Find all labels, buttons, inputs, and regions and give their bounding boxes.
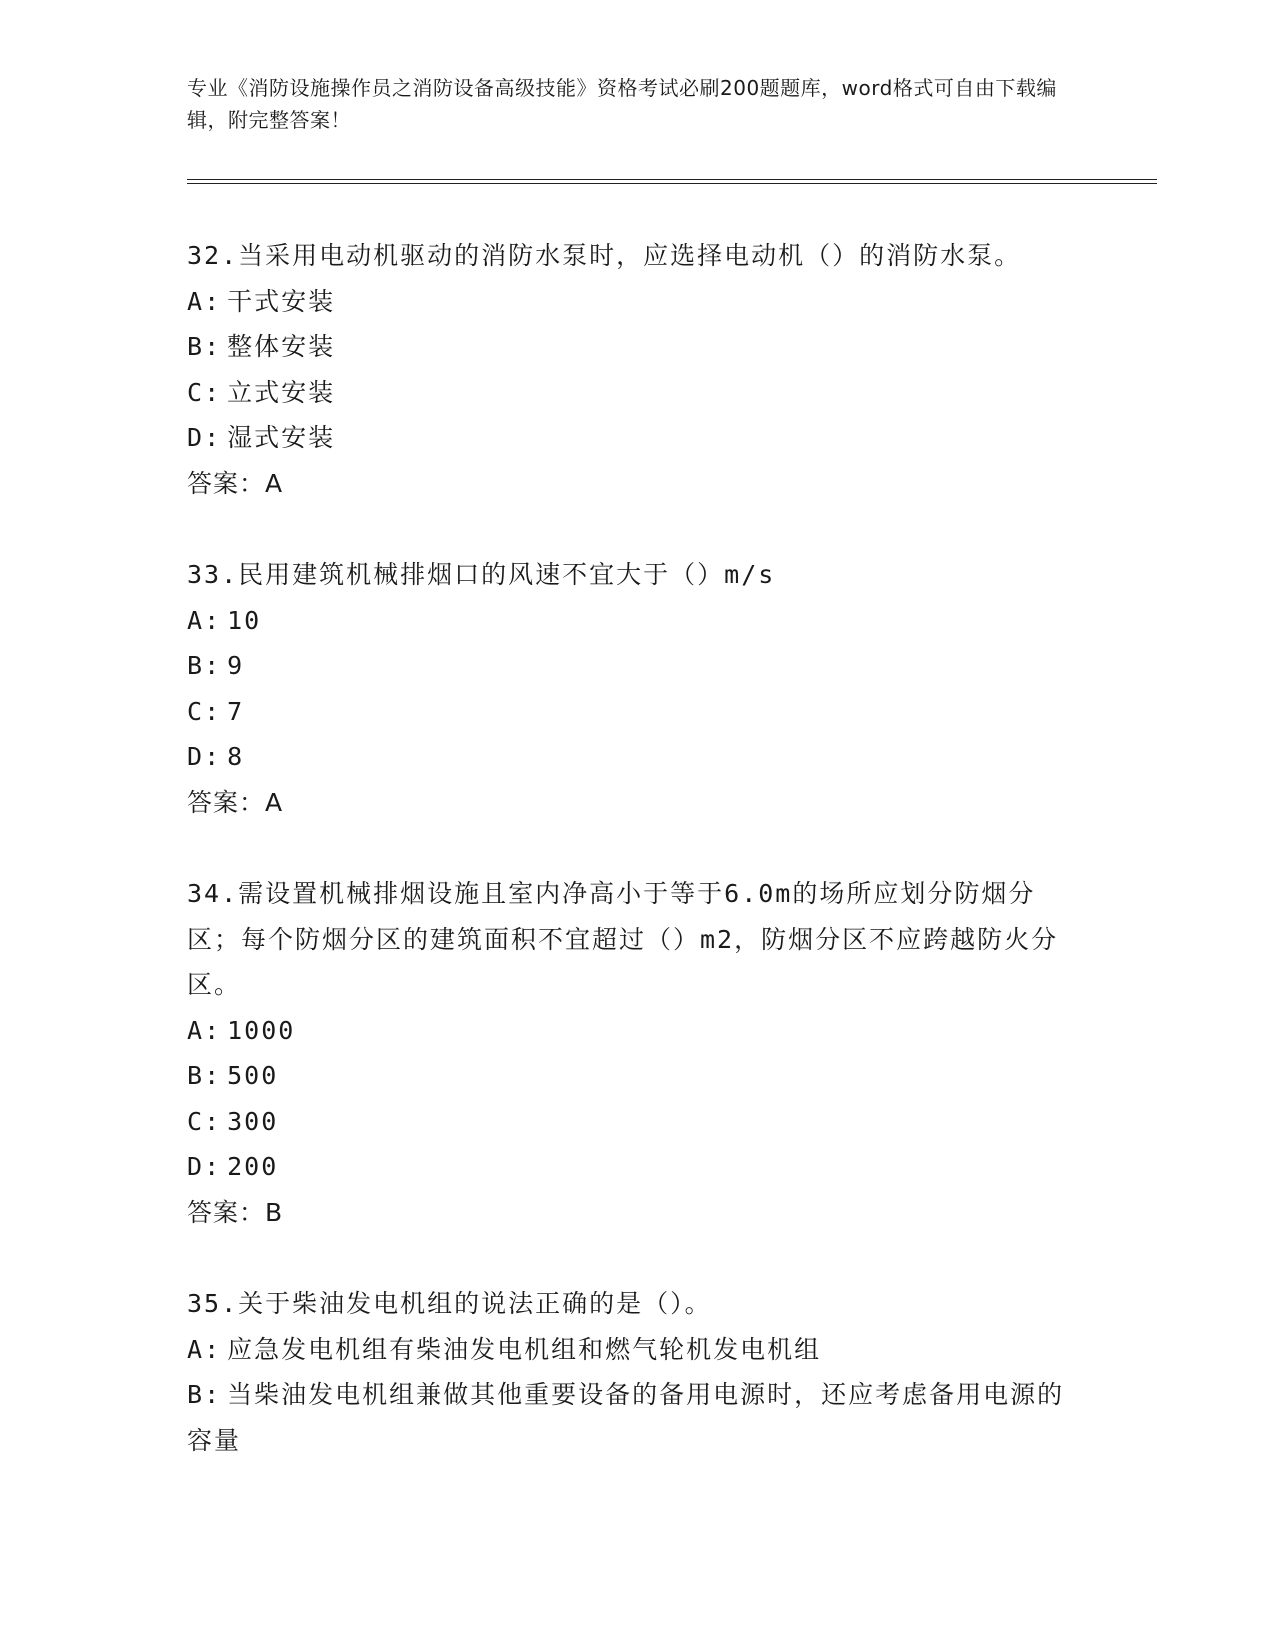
option-key: A [187, 1015, 205, 1045]
option-key: D [187, 742, 205, 771]
option-text: 7 [227, 696, 245, 726]
option-sep: : [204, 605, 222, 635]
option-c [187, 1099, 1087, 1145]
option-sep: : [204, 286, 222, 316]
answer-label: 答案： [187, 468, 266, 498]
question-stem: 34.需设置机械排烟设施且室内净高小于等于6.0m的场所应划分防烟分区；每个防烟分区的建筑面积不宜超过（）m2，防烟分区不应跨越防火分区。 [187, 879, 1059, 999]
option-sep: : [204, 651, 222, 680]
header-rule-top [187, 179, 1157, 180]
option-sep: : [204, 696, 222, 726]
option-text: 当柴油发电机组兼做其他重要设备的备用电源时，还应考虑备用电源的容量 [187, 1380, 1065, 1455]
option-sep: : [204, 1334, 222, 1364]
answer-row [187, 461, 1087, 507]
option-text: 500 [227, 1061, 279, 1090]
option-text: 10 [227, 605, 262, 635]
question-stem: 33.民用建筑机械排烟口的风速不宜大于（）m/s [187, 560, 776, 589]
question-33 [187, 552, 1087, 825]
option-d [187, 1144, 1087, 1190]
option-key: D [187, 1152, 205, 1181]
option-sep: : [204, 742, 222, 771]
option-text: 9 [227, 651, 245, 680]
question-35 [187, 1281, 1087, 1463]
option-d [187, 415, 1087, 461]
option-b [187, 1053, 1087, 1099]
option-a [187, 1008, 1087, 1054]
question-stem: 32.当采用电动机驱动的消防水泵时，应选择电动机（）的消防水泵。 [187, 241, 1022, 270]
option-a [187, 1327, 1087, 1373]
answer-value: A [265, 468, 284, 498]
option-c [187, 370, 1087, 416]
option-text: 湿式安装 [227, 423, 336, 452]
answer-label: 答案： [187, 1197, 266, 1227]
option-d [187, 734, 1087, 780]
answer-value: B [265, 1197, 284, 1227]
question-list [187, 233, 1087, 1509]
option-text: 干式安装 [227, 286, 336, 316]
option-key: A [187, 1334, 205, 1364]
answer-value: A [265, 787, 284, 817]
option-key: C [187, 696, 205, 726]
option-sep: : [204, 1015, 222, 1045]
header-rule-bottom [187, 183, 1157, 184]
option-sep: : [204, 377, 222, 407]
option-key: B [187, 1061, 205, 1090]
option-text: 8 [227, 742, 245, 771]
option-text: 300 [227, 1106, 279, 1136]
option-sep: : [204, 1061, 222, 1090]
option-sep: : [204, 1380, 222, 1409]
question-stem: 35.关于柴油发电机组的说法正确的是（）。 [187, 1289, 712, 1318]
option-key: B [187, 332, 205, 361]
question-34 [187, 871, 1087, 1235]
option-a [187, 598, 1087, 644]
option-key: C [187, 1106, 205, 1136]
option-key: D [187, 423, 205, 452]
option-key: A [187, 286, 205, 316]
option-text: 200 [227, 1152, 279, 1181]
page-header: 专业《消防设施操作员之消防设备高级技能》资格考试必刷200题题库，word格式可自由下载编辑，附完整答案！ [187, 76, 1057, 132]
option-sep: : [204, 1106, 222, 1136]
option-key: B [187, 651, 205, 680]
answer-row [187, 780, 1087, 826]
question-32 [187, 233, 1087, 506]
option-text: 应急发电机组有柴油发电机组和燃气轮机发电机组 [227, 1334, 822, 1364]
option-text: 整体安装 [227, 332, 336, 361]
option-text: 1000 [227, 1015, 296, 1045]
option-b [187, 1372, 1087, 1463]
option-c [187, 689, 1087, 735]
answer-row [187, 1190, 1087, 1236]
option-sep: : [204, 1152, 222, 1181]
answer-label: 答案： [187, 787, 266, 817]
option-key: B [187, 1380, 205, 1409]
option-a [187, 279, 1087, 325]
option-key: C [187, 377, 205, 407]
option-b [187, 324, 1087, 370]
option-b [187, 643, 1087, 689]
option-sep: : [204, 332, 222, 361]
option-sep: : [204, 423, 222, 452]
option-key: A [187, 605, 205, 635]
option-text: 立式安装 [227, 377, 336, 407]
